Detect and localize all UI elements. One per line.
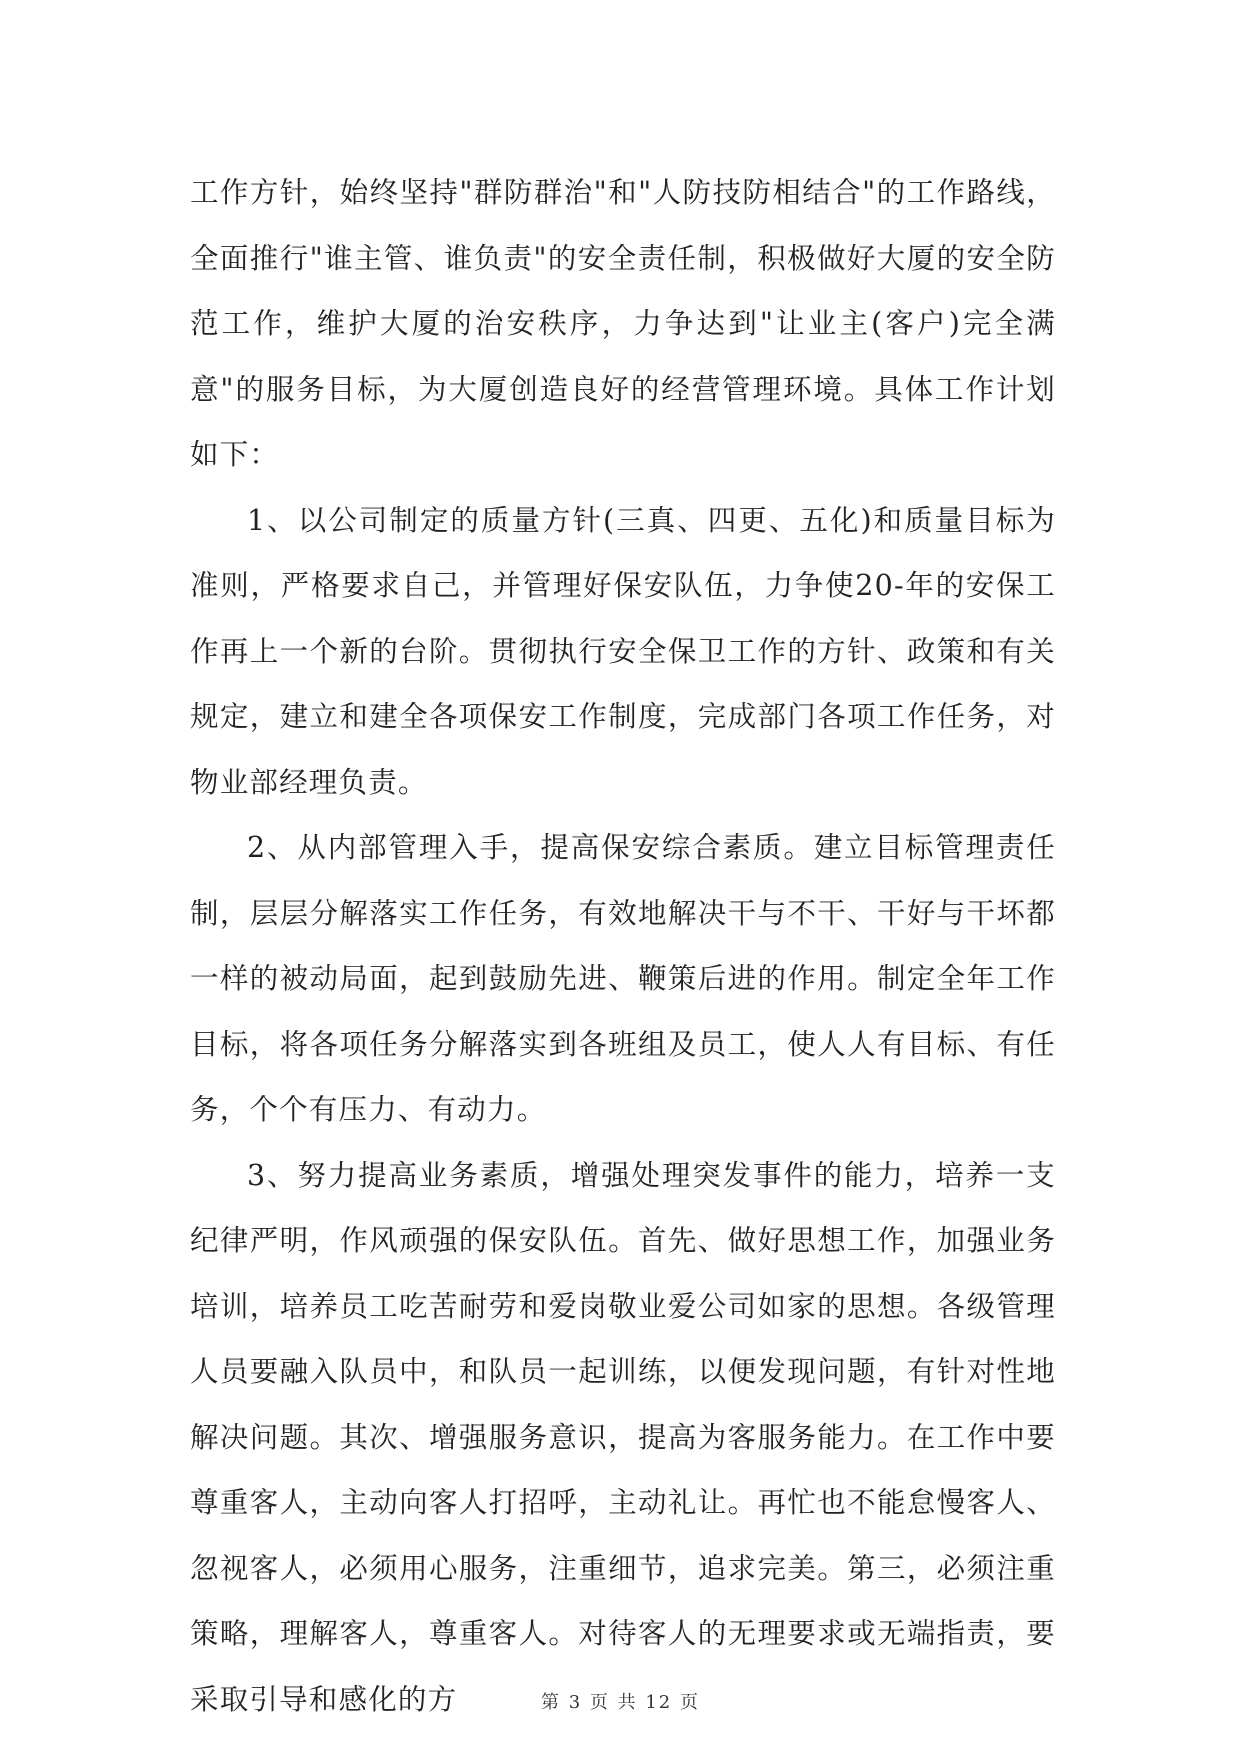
paragraph-item-3: 3、努力提高业务素质，增强处理突发事件的能力，培养一支纪律严明，作风顽强的保安队伍。首先、做好思想工作，加强业务培训，培养员工吃苦耐劳和爱岗敬业爱公司如家的思想。各级管理人员要融入队员中，和队员一起训练，以便发现问题，有针对性地解决问题。其次、增强服务意识，提高为客服务能力。在工作中要尊重客人，主动向客人打招呼，主动礼让。再忙也不能怠慢客人、忽视客人，必须用心服务，注重细节，追求完美。第三，必须注重策略，理解客人，尊重客人。对待客人的无理要求或无端指责，要采取引导和感化的方 <box>190 1158 1056 1716</box>
paragraph-item-2: 2、从内部管理入手，提高保安综合素质。建立目标管理责任制，层层分解落实工作任务，有效地解决干与不干、干好与干坏都一样的被动局面，起到鼓励先进、鞭策后进的作用。制定全年工作目标，将各项任务分解落实到各班组及员工，使人人有目标、有任务，个个有压力、有动力。 <box>190 831 1056 1126</box>
paragraph-intro: 工作方针，始终坚持"群防群治"和"人防技防相结合"的工作路线，全面推行"谁主管、谁负责"的安全责任制，积极做好大厦的安全防范工作，维护大厦的治安秩序，力争达到"让业主(客户)完全满意"的服务目标，为大厦创造良好的经营管理环境。具体工作计划如下： <box>190 176 1056 471</box>
page-number-footer: 第 3 页 共 12 页 <box>541 1692 700 1713</box>
document-body <box>190 160 1056 1732</box>
paragraph-item-1: 1、以公司制定的质量方针(三真、四更、五化)和质量目标为准则，严格要求自己，并管理好保安队伍，力争使20-年的安保工作再上一个新的台阶。贯彻执行安全保卫工作的方针、政策和有关规定，建立和建全各项保安工作制度，完成部门各项工作任务，对物业部经理负责。 <box>190 503 1056 799</box>
